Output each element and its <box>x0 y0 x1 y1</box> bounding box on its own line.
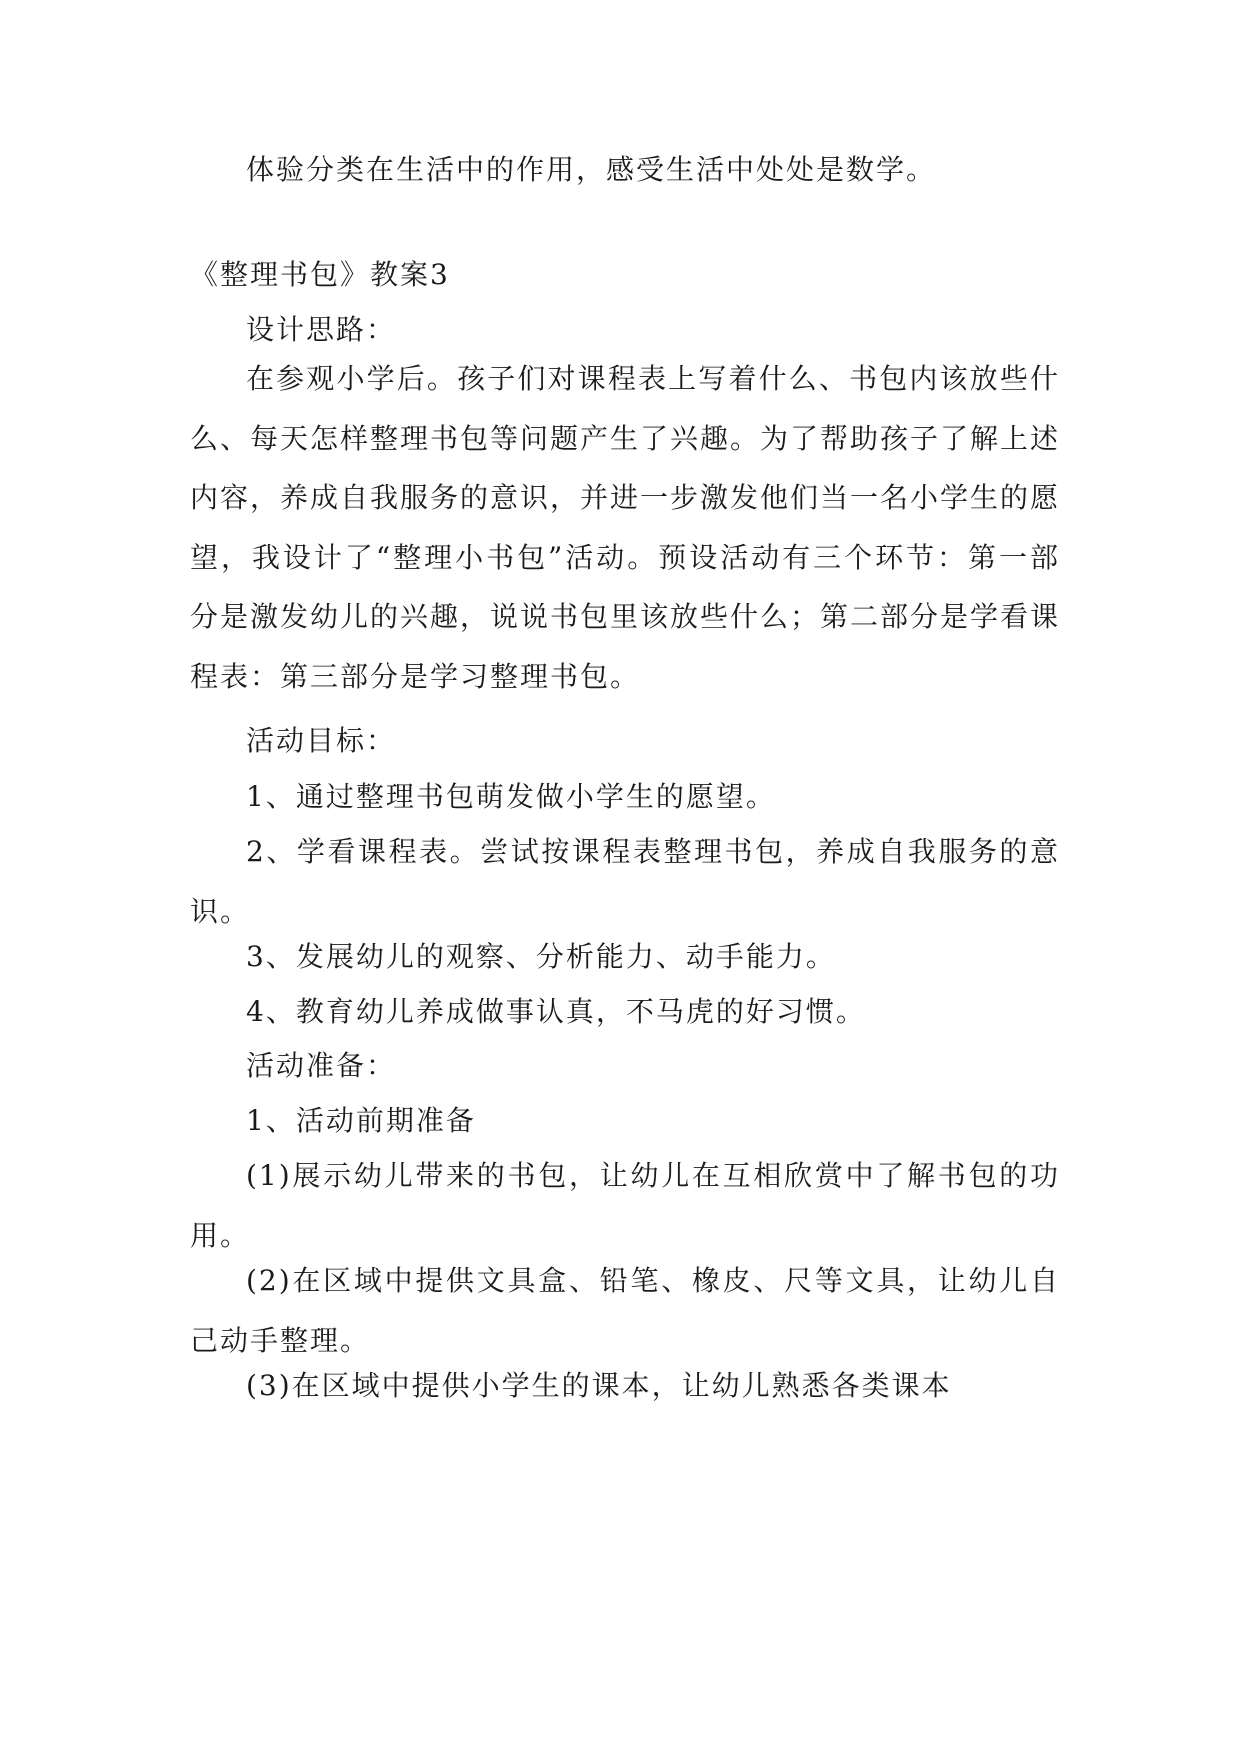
body-paragraph-design: 在参观小学后。孩子们对课程表上写着什么、书包内该放些什么、每天怎样整理书包等问题产生了兴趣。为了帮助孩子了解上述内容，养成自我服务的意识，并进一步激发他们当一名小学生的愿望，我设计了“整理小书包”活动。预设活动有三个环节：第一部分是激发幼儿的兴趣，说说书包里该放些什么；第二部分是学看课程表：第三部分是学习整理书包。 <box>190 362 1061 693</box>
prep-subitem-3: (3)在区域中提供小学生的课本，让幼儿熟悉各类课本 <box>246 1369 952 1402</box>
goal-item-1: 1、通过整理书包萌发做小学生的愿望。 <box>246 780 776 813</box>
prep-subitem-2: (2)在区域中提供文具盒、铅笔、橡皮、尺等文具，让幼儿自己动手整理。 <box>190 1264 1060 1357</box>
goal-item-4: 4、教育幼儿养成做事认真，不马虎的好习惯。 <box>246 995 866 1028</box>
heading-activity-prep: 活动准备： <box>246 1049 397 1082</box>
prep-item-1: 1、活动前期准备 <box>246 1104 476 1137</box>
goal-item-3: 3、发展幼儿的观察、分析能力、动手能力。 <box>246 940 836 973</box>
lead-paragraph: 体验分类在生活中的作用，感受生活中处处是数学。 <box>246 153 937 186</box>
section-title: 《整理书包》教案3 <box>190 258 450 291</box>
heading-design-idea: 设计思路： <box>246 313 397 346</box>
heading-activity-goals: 活动目标： <box>246 724 397 757</box>
goal-item-2: 2、学看课程表。尝试按课程表整理书包，养成自我服务的意识。 <box>190 835 1060 928</box>
prep-subitem-1: (1)展示幼儿带来的书包，让幼儿在互相欣赏中了解书包的功用。 <box>190 1159 1060 1252</box>
